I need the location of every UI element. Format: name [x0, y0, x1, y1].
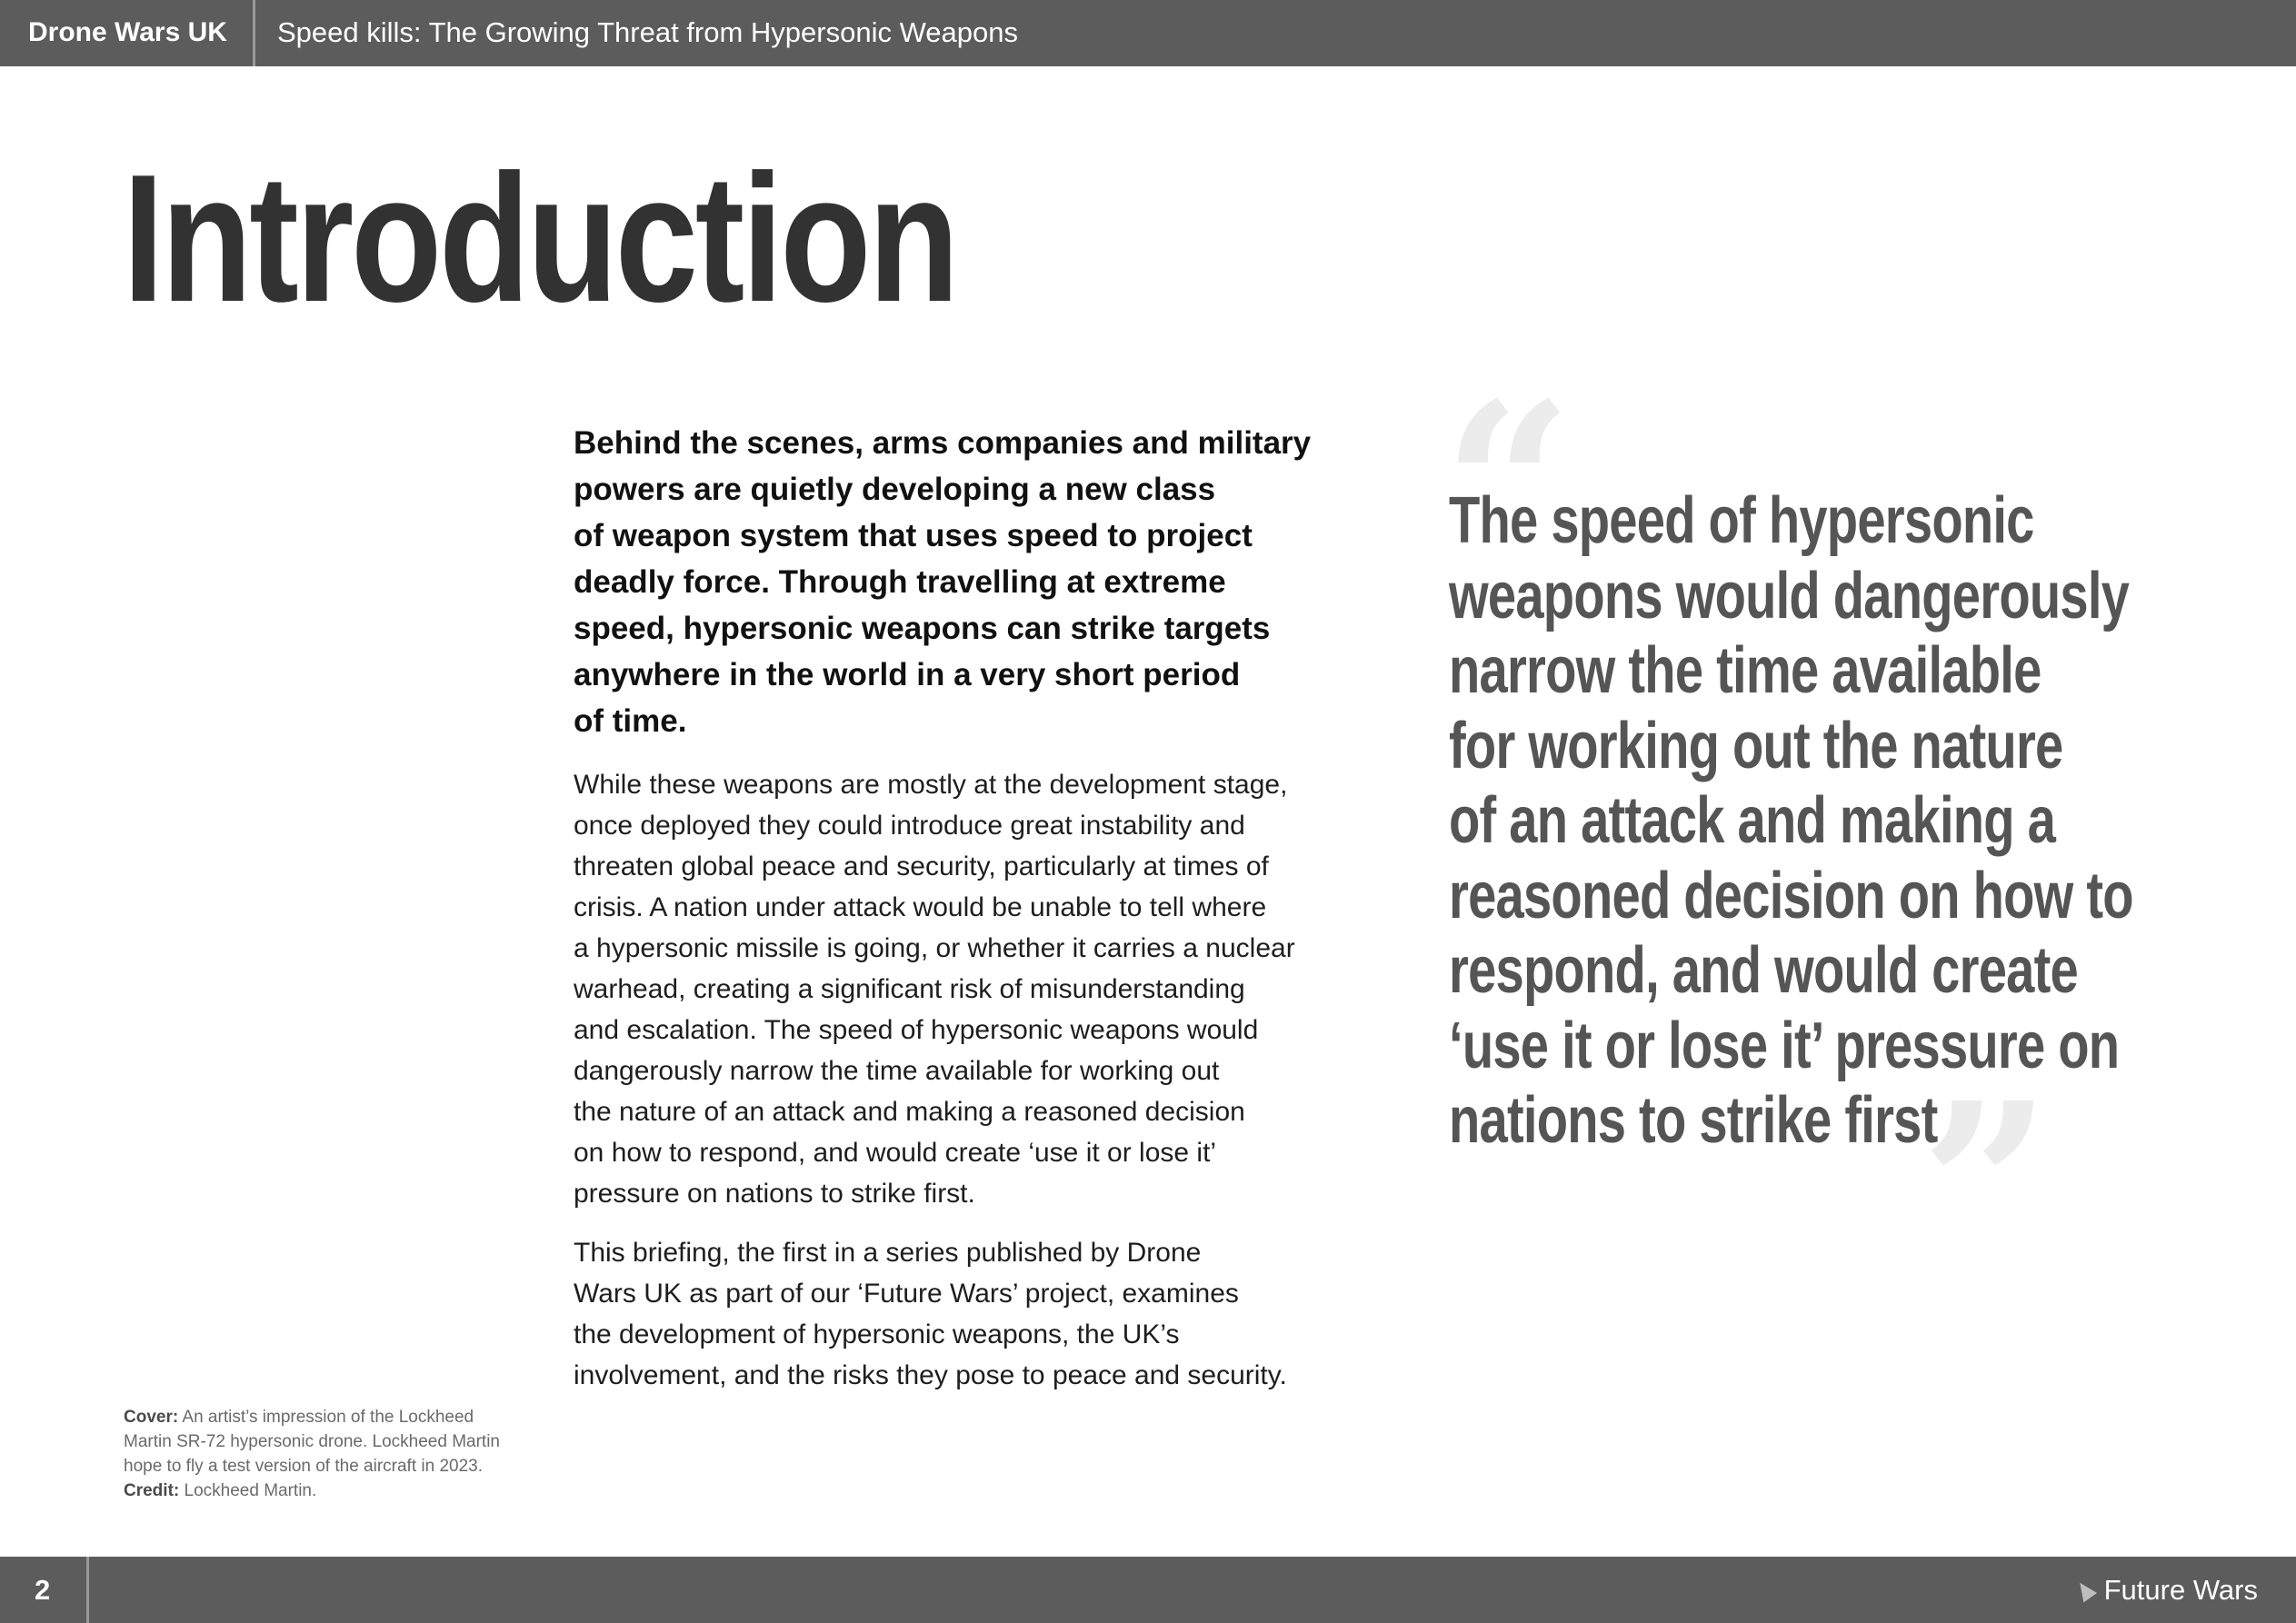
lead-line: of weapon system that uses speed to project [574, 518, 1253, 553]
body-line: on how to respond, and would create ‘use it or lose it’ [574, 1138, 1217, 1168]
page-heading: Introduction [123, 137, 957, 340]
pull-quote-line: respond, and would create [1449, 934, 2078, 1007]
top-bar [0, 0, 2296, 66]
pull-quote-line: for working out the nature [1449, 709, 2063, 782]
caption-credit-text: Lockheed Martin. [179, 1481, 317, 1500]
pull-quote [1449, 483, 2133, 1159]
lead-line: speed, hypersonic weapons can strike targets [574, 611, 1271, 646]
body-line: involvement, and the risks they pose to peace and security. [574, 1360, 1287, 1390]
brand-name: Drone Wars UK [28, 17, 227, 47]
body-line: a hypersonic missile is going, or whether it carries a nuclear [574, 933, 1295, 963]
body-line: threaten global peace and security, particularly at times of [574, 851, 1269, 881]
body-line: once deployed they could introduce great instability and [574, 811, 1245, 841]
pull-quote-line: nations to strike first [1449, 1084, 1938, 1157]
pull-quote-line: narrow the time available [1449, 634, 2041, 707]
body-column [574, 420, 1346, 1414]
series-name: Future Wars [2103, 1574, 2258, 1606]
pull-quote-line: reasoned decision on how to [1449, 859, 2133, 932]
document-title: Speed kills: The Growing Threat from Hypersonic Weapons [277, 16, 1018, 48]
lead-line: Behind the scenes, arms companies and military [574, 425, 1312, 461]
pull-quote-line: of an attack and making a [1449, 784, 2056, 857]
open-quote-icon: “ [1442, 353, 1573, 620]
body-line: While these weapons are mostly at the development stage, [574, 770, 1288, 800]
body-line: dangerously narrow the time available for working out [574, 1056, 1220, 1086]
lead-line: of time. [574, 703, 687, 739]
body-paragraph-2 [574, 1232, 1346, 1396]
body-paragraph-1 [574, 764, 1346, 1214]
pull-quote-line: weapons would dangerously [1449, 559, 2130, 632]
caption-credit-label: Credit: [124, 1481, 180, 1500]
body-line: the development of hypersonic weapons, the UK’s [574, 1319, 1180, 1349]
pull-quote-line: ‘use it or lose it’ pressure on [1449, 1009, 2120, 1082]
cover-caption [124, 1405, 524, 1503]
pull-quote-line: The speed of hypersonic [1449, 484, 2034, 557]
footer-divider [86, 1557, 89, 1623]
top-bar-divider [253, 0, 255, 66]
lead-line: anywhere in the world in a very short period [574, 657, 1241, 692]
series-label [2077, 1557, 2258, 1623]
footer-bar [0, 1557, 2296, 1623]
page-number: 2 [35, 1574, 51, 1606]
body-line: pressure on nations to strike first. [574, 1179, 975, 1209]
lead-paragraph [574, 420, 1346, 744]
close-quote-icon: ” [1921, 1052, 2051, 1319]
body-line: Wars UK as part of our ‘Future Wars’ project, examines [574, 1279, 1239, 1309]
body-line: This briefing, the first in a series published by Drone [574, 1238, 1202, 1268]
cursor-arrow-icon [2073, 1578, 2097, 1602]
lead-line: powers are quietly developing a new class [574, 472, 1216, 507]
lead-line: deadly force. Through travelling at extreme [574, 564, 1226, 600]
body-line: warhead, creating a significant risk of misunderstanding [574, 974, 1245, 1004]
body-line: crisis. A nation under attack would be unable to tell where [574, 892, 1267, 922]
body-line: the nature of an attack and making a reasoned decision [574, 1097, 1245, 1127]
caption-cover-label: Cover: [124, 1408, 179, 1427]
caption-cover-text: An artist’s impression of the Lockheed Martin SR-72 hypersonic drone. Lockheed Martin hope to fly a test version of the aircraft in 2023. [124, 1408, 500, 1476]
body-line: and escalation. The speed of hypersonic weapons would [574, 1015, 1259, 1045]
